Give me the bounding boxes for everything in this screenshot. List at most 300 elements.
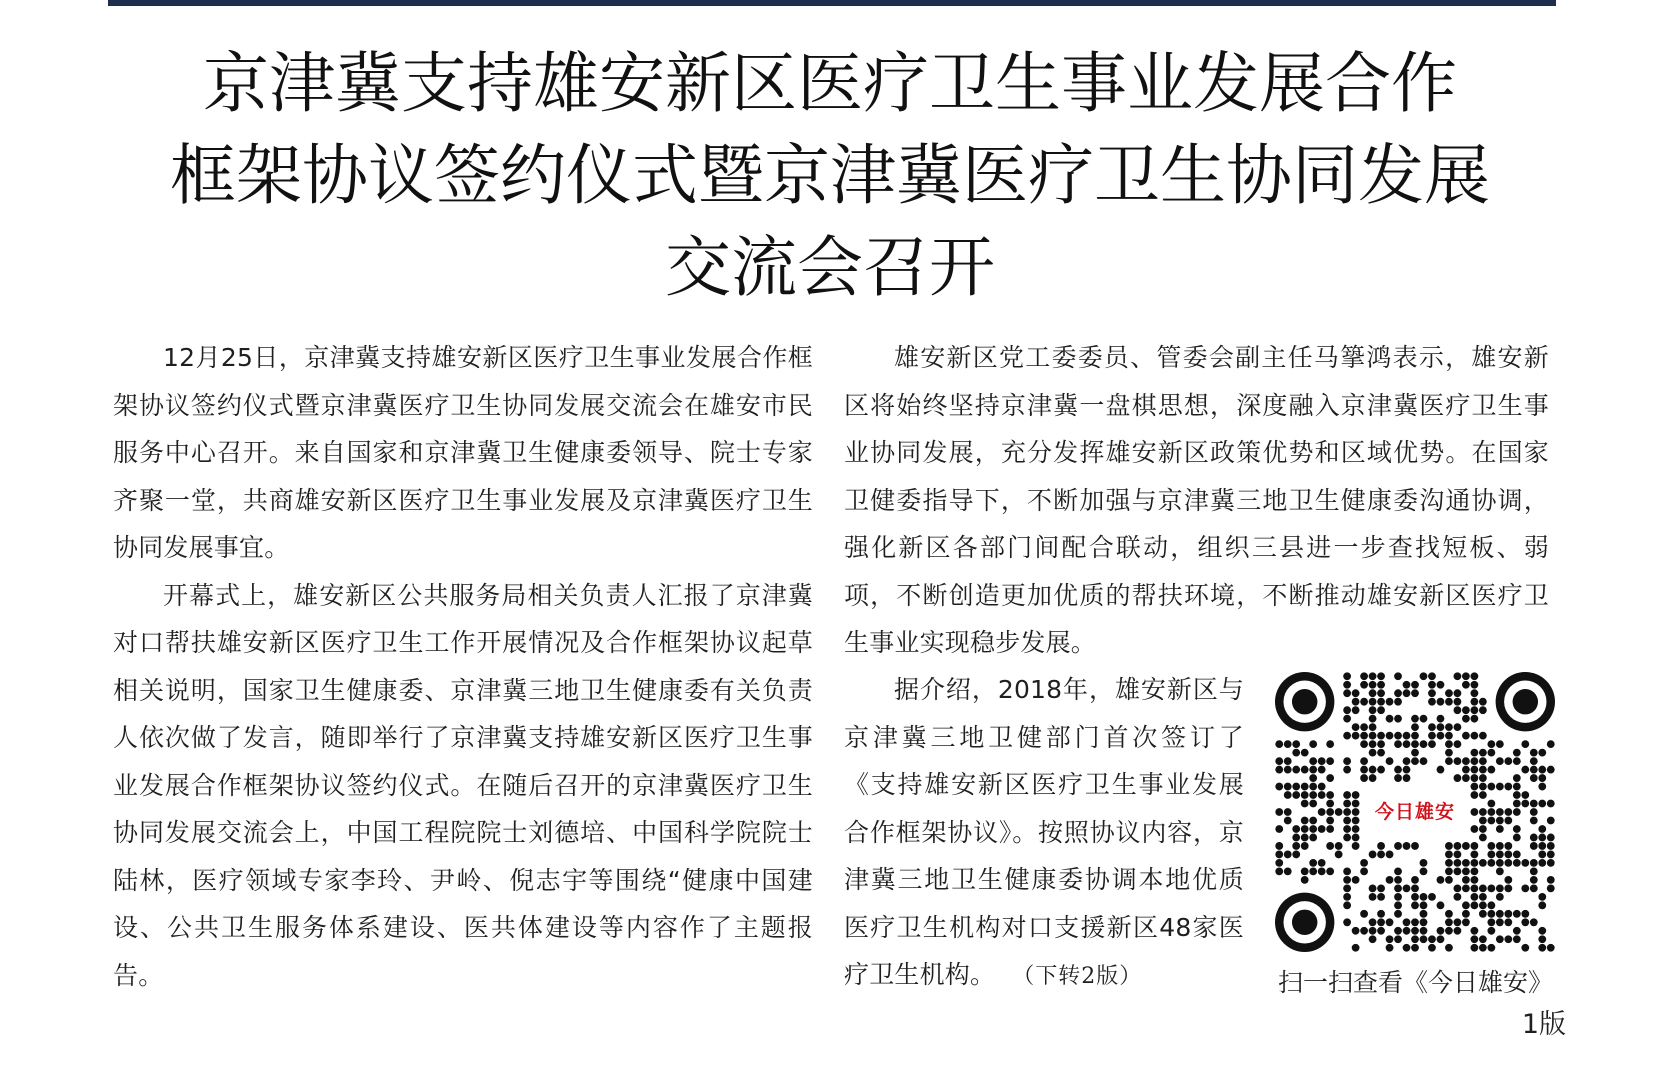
qr-module — [1420, 740, 1428, 748]
qr-module — [1521, 740, 1529, 748]
qr-module — [1275, 808, 1283, 816]
qr-module — [1377, 706, 1385, 714]
headline — [100, 38, 1560, 314]
qr-module — [1437, 698, 1445, 706]
article-paragraph-1: 12月25日，京津冀支持雄安新区医疗卫生事业发展合作框架协议签约仪式暨京津冀医疗卫生协同发展交流会在雄安市民服务中心召开。来自国家和京津冀卫生健康委领导、院士专家齐聚一堂，共商雄安新区医疗卫生事业发展及京津冀医疗卫生协同发展事宜。 — [113, 343, 813, 562]
qr-module — [1445, 698, 1453, 706]
qr-module — [1411, 884, 1419, 892]
qr-module — [1538, 766, 1546, 774]
qr-module — [1538, 842, 1546, 850]
qr-module — [1360, 859, 1368, 867]
qr-module — [1437, 935, 1445, 943]
qr-module — [1420, 757, 1428, 765]
qr-module — [1411, 689, 1419, 697]
qr-module — [1428, 732, 1436, 740]
qr-module — [1513, 851, 1521, 859]
qr-module — [1309, 774, 1317, 782]
qr-module — [1538, 774, 1546, 782]
qr-module — [1360, 867, 1368, 875]
qr-module — [1309, 740, 1317, 748]
qr-module — [1428, 672, 1436, 680]
qr-module — [1530, 757, 1538, 765]
qr-module — [1530, 774, 1538, 782]
qr-module — [1369, 935, 1377, 943]
qr-module — [1437, 681, 1445, 689]
qr-module — [1360, 774, 1368, 782]
qr-module — [1496, 851, 1504, 859]
qr-module — [1437, 732, 1445, 740]
qr-module — [1504, 851, 1512, 859]
qr-module — [1369, 715, 1377, 723]
article-paragraph-4-text: 据介绍，2018年，雄安新区与京津冀三地卫健部门首次签订了《支持雄安新区医疗卫生事业发展合作框架协议》。按照协议内容，京津冀三地卫生健康委协调本地优质医疗卫生机构对口支援新区48家医疗卫生机构。 — [844, 675, 1244, 989]
qr-module — [1394, 927, 1402, 935]
qr-module — [1445, 944, 1453, 952]
qr-module — [1445, 740, 1453, 748]
qr-module — [1377, 927, 1385, 935]
qr-module — [1335, 808, 1343, 816]
page-number: 1版 — [1521, 1009, 1566, 1040]
qr-module — [1275, 867, 1283, 875]
qr-module — [1369, 918, 1377, 926]
qr-module — [1377, 918, 1385, 926]
qr-module — [1343, 808, 1351, 816]
qr-module — [1343, 766, 1351, 774]
qr-module — [1326, 842, 1334, 850]
qr-module — [1437, 927, 1445, 935]
article-right-column — [844, 334, 1549, 667]
qr-module — [1454, 893, 1462, 901]
qr-code[interactable] — [1275, 672, 1555, 952]
qr-module — [1521, 800, 1529, 808]
qr-module — [1479, 698, 1487, 706]
qr-module — [1487, 859, 1495, 867]
qr-module — [1360, 740, 1368, 748]
qr-module — [1445, 732, 1453, 740]
qr-module — [1513, 791, 1521, 799]
qr-module — [1470, 706, 1478, 714]
qr-module — [1352, 817, 1360, 825]
qr-module — [1403, 740, 1411, 748]
qr-module — [1394, 698, 1402, 706]
qr-module — [1360, 681, 1368, 689]
qr-module — [1343, 689, 1351, 697]
qr-module — [1445, 867, 1453, 875]
qr-module — [1411, 927, 1419, 935]
qr-finder-pattern — [1292, 910, 1317, 935]
qr-module — [1394, 774, 1402, 782]
qr-module — [1470, 901, 1478, 909]
qr-module — [1403, 757, 1411, 765]
qr-module — [1292, 766, 1300, 774]
qr-module — [1504, 757, 1512, 765]
qr-module — [1538, 927, 1546, 935]
qr-module — [1284, 867, 1292, 875]
qr-module — [1462, 876, 1470, 884]
qr-module — [1352, 706, 1360, 714]
qr-module — [1394, 901, 1402, 909]
qr-module — [1377, 749, 1385, 757]
qr-module — [1394, 867, 1402, 875]
qr-module — [1284, 766, 1292, 774]
qr-module — [1411, 944, 1419, 952]
qr-module — [1437, 766, 1445, 774]
qr-module — [1275, 825, 1283, 833]
qr-module — [1462, 867, 1470, 875]
qr-module — [1504, 817, 1512, 825]
qr-module — [1547, 800, 1555, 808]
qr-module — [1454, 698, 1462, 706]
qr-module — [1343, 817, 1351, 825]
qr-module — [1420, 935, 1428, 943]
qr-module — [1369, 723, 1377, 731]
qr-module — [1487, 918, 1495, 926]
qr-module — [1487, 842, 1495, 850]
article-paragraph-4 — [844, 666, 1244, 1001]
qr-module — [1403, 884, 1411, 892]
qr-module — [1479, 901, 1487, 909]
qr-module — [1479, 935, 1487, 943]
qr-module — [1521, 918, 1529, 926]
qr-module — [1513, 774, 1521, 782]
qr-module — [1496, 842, 1504, 850]
qr-module — [1301, 834, 1309, 842]
qr-module — [1496, 817, 1504, 825]
qr-module — [1454, 723, 1462, 731]
qr-module — [1275, 851, 1283, 859]
qr-module — [1309, 825, 1317, 833]
qr-module — [1411, 842, 1419, 850]
qr-logo: 今日雄安 — [1370, 794, 1460, 830]
qr-module — [1301, 783, 1309, 791]
qr-module — [1428, 723, 1436, 731]
qr-module — [1309, 783, 1317, 791]
qr-module — [1462, 774, 1470, 782]
qr-module — [1394, 910, 1402, 918]
qr-module — [1496, 867, 1504, 875]
continued-note: （下转2版） — [1023, 964, 1143, 989]
qr-module — [1445, 689, 1453, 697]
qr-module — [1445, 859, 1453, 867]
qr-module — [1343, 876, 1351, 884]
qr-module — [1318, 867, 1326, 875]
qr-module — [1547, 944, 1555, 952]
qr-module — [1538, 800, 1546, 808]
qr-finder-pattern — [1513, 689, 1538, 714]
qr-module — [1343, 800, 1351, 808]
qr-module — [1343, 681, 1351, 689]
qr-module — [1292, 791, 1300, 799]
qr-module — [1513, 783, 1521, 791]
qr-module — [1504, 910, 1512, 918]
qr-module — [1530, 766, 1538, 774]
qr-module — [1445, 918, 1453, 926]
qr-module — [1369, 681, 1377, 689]
qr-module — [1462, 842, 1470, 850]
qr-module — [1487, 817, 1495, 825]
qr-module — [1521, 859, 1529, 867]
qr-module — [1470, 783, 1478, 791]
qr-module — [1437, 901, 1445, 909]
qr-module — [1369, 749, 1377, 757]
qr-module — [1411, 732, 1419, 740]
qr-module — [1301, 842, 1309, 850]
qr-module — [1454, 851, 1462, 859]
qr-module — [1369, 672, 1377, 680]
qr-module — [1445, 757, 1453, 765]
qr-module — [1369, 706, 1377, 714]
qr-module — [1454, 757, 1462, 765]
qr-module — [1470, 749, 1478, 757]
qr-module — [1343, 901, 1351, 909]
qr-module — [1394, 893, 1402, 901]
qr-module — [1318, 783, 1326, 791]
qr-module — [1420, 859, 1428, 867]
qr-module — [1470, 851, 1478, 859]
qr-module — [1386, 944, 1394, 952]
qr-module — [1309, 834, 1317, 842]
qr-module — [1462, 766, 1470, 774]
qr-module — [1420, 918, 1428, 926]
qr-module — [1479, 859, 1487, 867]
qr-module — [1445, 927, 1453, 935]
qr-module — [1454, 842, 1462, 850]
qr-module — [1496, 935, 1504, 943]
qr-module — [1530, 749, 1538, 757]
qr-module — [1275, 766, 1283, 774]
qr-module — [1411, 935, 1419, 943]
qr-module — [1284, 851, 1292, 859]
qr-module — [1547, 766, 1555, 774]
article-left-column — [113, 334, 813, 999]
qr-module — [1479, 757, 1487, 765]
qr-module — [1470, 791, 1478, 799]
qr-module — [1547, 842, 1555, 850]
qr-module — [1403, 842, 1411, 850]
qr-module — [1530, 842, 1538, 850]
qr-module — [1504, 859, 1512, 867]
qr-module — [1547, 859, 1555, 867]
qr-module — [1352, 723, 1360, 731]
qr-module — [1496, 825, 1504, 833]
qr-module — [1301, 876, 1309, 884]
qr-module — [1403, 918, 1411, 926]
qr-module — [1504, 918, 1512, 926]
qr-module — [1479, 944, 1487, 952]
qr-module — [1547, 851, 1555, 859]
qr-module — [1462, 672, 1470, 680]
qr-module — [1369, 766, 1377, 774]
qr-module — [1504, 842, 1512, 850]
qr-module — [1394, 689, 1402, 697]
qr-module — [1420, 715, 1428, 723]
qr-module — [1487, 901, 1495, 909]
headline-line-3: 交流会召开 — [665, 229, 995, 306]
qr-module — [1284, 817, 1292, 825]
qr-module — [1292, 749, 1300, 757]
qr-module — [1377, 732, 1385, 740]
qr-module — [1470, 876, 1478, 884]
qr-module — [1360, 723, 1368, 731]
article-paragraph-2: 开幕式上，雄安新区公共服务局相关负责人汇报了京津冀对口帮扶雄安新区医疗卫生工作开展情况及合作框架协议起草相关说明，国家卫生健康委、京津冀三地卫生健康委有关负责人依次做了发言，随即举行了京津冀支持雄安新区医疗卫生事业发展合作框架协议签约仪式。在随后召开的京津冀医疗卫生协同发展交流会上，中国工程院院士刘德培、中国科学院院士陆林，医疗领域专家李玲、尹岭、倪志宇等围绕“健康中国建设、公共卫生服务体系建设、医共体建设等内容作了主题报告。 — [113, 580, 813, 990]
qr-module — [1386, 757, 1394, 765]
qr-module — [1275, 859, 1283, 867]
qr-module — [1496, 808, 1504, 816]
qr-module — [1403, 774, 1411, 782]
qr-module — [1530, 834, 1538, 842]
qr-module — [1394, 842, 1402, 850]
qr-module — [1470, 672, 1478, 680]
qr-module — [1352, 698, 1360, 706]
qr-module — [1479, 817, 1487, 825]
qr-module — [1538, 901, 1546, 909]
qr-module — [1547, 834, 1555, 842]
qr-module — [1301, 867, 1309, 875]
qr-module — [1335, 842, 1343, 850]
qr-module — [1275, 783, 1283, 791]
qr-module — [1462, 901, 1470, 909]
qr-module — [1513, 927, 1521, 935]
qr-module — [1479, 834, 1487, 842]
qr-module — [1547, 884, 1555, 892]
qr-module — [1513, 800, 1521, 808]
qr-module — [1470, 884, 1478, 892]
qr-module — [1301, 800, 1309, 808]
qr-module — [1538, 783, 1546, 791]
qr-module — [1530, 918, 1538, 926]
qr-module — [1403, 689, 1411, 697]
qr-module — [1462, 910, 1470, 918]
qr-module — [1513, 825, 1521, 833]
qr-module — [1420, 910, 1428, 918]
qr-module — [1360, 672, 1368, 680]
qr-module — [1479, 910, 1487, 918]
qr-module — [1513, 749, 1521, 757]
qr-module — [1292, 842, 1300, 850]
qr-module — [1352, 808, 1360, 816]
qr-module — [1521, 791, 1529, 799]
qr-module — [1352, 689, 1360, 697]
qr-module — [1454, 689, 1462, 697]
qr-module — [1454, 774, 1462, 782]
qr-module — [1470, 681, 1478, 689]
qr-module — [1335, 851, 1343, 859]
qr-module — [1394, 672, 1402, 680]
qr-module — [1428, 689, 1436, 697]
qr-module — [1352, 800, 1360, 808]
qr-module — [1504, 884, 1512, 892]
qr-module — [1326, 740, 1334, 748]
qr-module — [1513, 757, 1521, 765]
qr-module — [1479, 706, 1487, 714]
qr-module — [1487, 800, 1495, 808]
qr-module — [1538, 859, 1546, 867]
qr-module — [1479, 749, 1487, 757]
qr-module — [1428, 698, 1436, 706]
qr-module — [1538, 935, 1546, 943]
qr-module — [1403, 732, 1411, 740]
qr-module — [1496, 783, 1504, 791]
qr-module — [1530, 808, 1538, 816]
qr-module — [1352, 876, 1360, 884]
qr-module — [1470, 944, 1478, 952]
qr-module — [1309, 867, 1317, 875]
qr-module — [1309, 817, 1317, 825]
qr-module — [1521, 766, 1529, 774]
qr-module — [1496, 740, 1504, 748]
qr-module — [1470, 935, 1478, 943]
qr-module — [1326, 800, 1334, 808]
qr-module — [1318, 757, 1326, 765]
qr-module — [1343, 706, 1351, 714]
qr-module — [1445, 723, 1453, 731]
qr-module — [1301, 791, 1309, 799]
qr-module — [1470, 867, 1478, 875]
qr-module — [1403, 927, 1411, 935]
qr-module — [1318, 859, 1326, 867]
qr-module — [1369, 851, 1377, 859]
qr-module — [1445, 910, 1453, 918]
article-right-column-bottom — [844, 666, 1244, 1001]
qr-module — [1369, 698, 1377, 706]
qr-module — [1504, 876, 1512, 884]
qr-module — [1411, 749, 1419, 757]
qr-module — [1487, 740, 1495, 748]
qr-module — [1318, 791, 1326, 799]
qr-module — [1326, 757, 1334, 765]
qr-module — [1530, 884, 1538, 892]
qr-module — [1386, 851, 1394, 859]
qr-module — [1513, 834, 1521, 842]
qr-module — [1284, 740, 1292, 748]
qr-module — [1487, 808, 1495, 816]
qr-module — [1352, 791, 1360, 799]
qr-module — [1513, 910, 1521, 918]
qr-module — [1496, 859, 1504, 867]
qr-module — [1445, 842, 1453, 850]
qr-module — [1470, 732, 1478, 740]
qr-module — [1538, 749, 1546, 757]
qr-module — [1403, 681, 1411, 689]
qr-module — [1394, 732, 1402, 740]
qr-module — [1377, 740, 1385, 748]
qr-module — [1462, 681, 1470, 689]
qr-module — [1496, 918, 1504, 926]
qr-module — [1479, 766, 1487, 774]
qr-module — [1470, 766, 1478, 774]
qr-module — [1343, 867, 1351, 875]
qr-module — [1360, 766, 1368, 774]
qr-module — [1420, 867, 1428, 875]
qr-module — [1479, 893, 1487, 901]
qr-module — [1487, 944, 1495, 952]
top-rule — [108, 0, 1556, 6]
qr-module — [1301, 825, 1309, 833]
qr-block — [1275, 672, 1565, 952]
qr-module — [1292, 834, 1300, 842]
qr-module — [1284, 783, 1292, 791]
qr-module — [1292, 783, 1300, 791]
qr-module — [1394, 935, 1402, 943]
qr-module — [1386, 715, 1394, 723]
qr-module — [1487, 749, 1495, 757]
qr-module — [1428, 935, 1436, 943]
qr-module — [1377, 766, 1385, 774]
qr-module — [1377, 884, 1385, 892]
qr-module — [1352, 842, 1360, 850]
qr-module — [1301, 817, 1309, 825]
qr-module — [1470, 893, 1478, 901]
qr-module — [1504, 808, 1512, 816]
